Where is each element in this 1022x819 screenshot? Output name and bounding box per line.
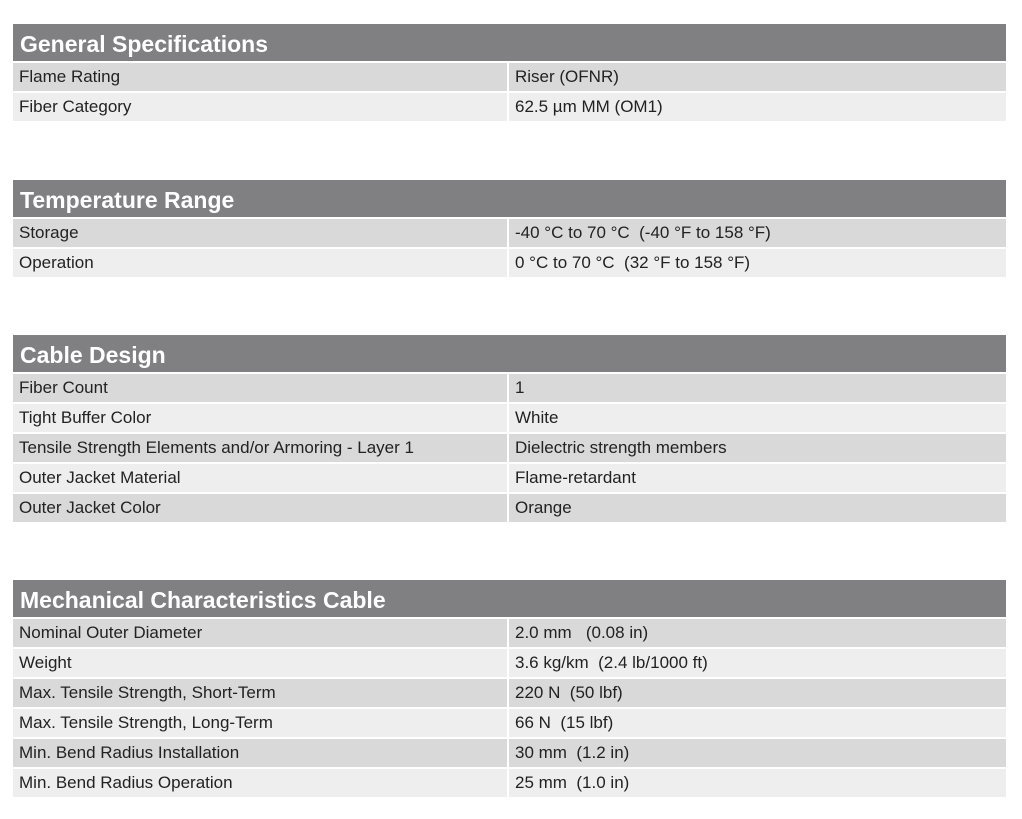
spec-row xyxy=(13,374,1006,404)
spec-value: Flame-retardant xyxy=(515,468,636,487)
spec-row xyxy=(13,404,1006,434)
spec-value: 2.0 mm (0.08 in) xyxy=(515,623,649,642)
spec-row xyxy=(13,249,1006,279)
section-title: Cable Design xyxy=(13,335,1006,374)
spec-value: 1 xyxy=(515,378,525,397)
spec-value: -40 °C to 70 °C (-40 °F to 158 °F) xyxy=(515,223,771,242)
spec-label: Fiber Count xyxy=(13,374,509,402)
spec-row xyxy=(13,464,1006,494)
spec-value: 30 mm (1.2 in) xyxy=(515,743,630,762)
section-temperature-range xyxy=(13,180,1006,279)
spec-label: Nominal Outer Diameter xyxy=(13,619,509,647)
spec-value: Riser (OFNR) xyxy=(515,67,619,86)
spec-row xyxy=(13,709,1006,739)
spec-row xyxy=(13,739,1006,769)
spec-row xyxy=(13,679,1006,709)
spec-value: 3.6 kg/km (2.4 lb/1000 ft) xyxy=(515,653,708,672)
spec-row xyxy=(13,63,1006,93)
spec-label: Outer Jacket Material xyxy=(13,464,509,492)
section-title: Temperature Range xyxy=(13,180,1006,219)
spec-label: Fiber Category xyxy=(13,93,509,121)
spec-value: Orange xyxy=(515,498,572,517)
section-mechanical-characteristics-cable xyxy=(13,580,1006,799)
spec-row xyxy=(13,93,1006,123)
spec-value: 66 N (15 lbf) xyxy=(515,713,614,732)
section-title: Mechanical Characteristics Cable xyxy=(13,580,1006,619)
spec-label: Storage xyxy=(13,219,509,247)
spec-label: Weight xyxy=(13,649,509,677)
section-general-specifications xyxy=(13,24,1006,123)
spec-label: Tensile Strength Elements and/or Armoring - Layer 1 xyxy=(13,434,509,462)
section-title: General Specifications xyxy=(13,24,1006,63)
spec-label: Max. Tensile Strength, Long-Term xyxy=(13,709,509,737)
spec-value: Dielectric strength members xyxy=(515,438,727,457)
spec-row xyxy=(13,649,1006,679)
section-cable-design xyxy=(13,335,1006,524)
spec-value: 25 mm (1.0 in) xyxy=(515,773,630,792)
spec-row xyxy=(13,619,1006,649)
spec-value: White xyxy=(515,408,559,427)
spec-label: Tight Buffer Color xyxy=(13,404,509,432)
spec-label: Max. Tensile Strength, Short-Term xyxy=(13,679,509,707)
spec-label: Flame Rating xyxy=(13,63,509,91)
spec-label: Operation xyxy=(13,249,509,277)
spec-label: Min. Bend Radius Installation xyxy=(13,739,509,767)
spec-row xyxy=(13,769,1006,799)
spec-row xyxy=(13,219,1006,249)
spec-label: Min. Bend Radius Operation xyxy=(13,769,509,797)
spec-label: Outer Jacket Color xyxy=(13,494,509,522)
spec-value: 0 °C to 70 °C (32 °F to 158 °F) xyxy=(515,253,751,272)
spec-row xyxy=(13,434,1006,464)
spec-value: 62.5 µm MM (OM1) xyxy=(515,97,663,116)
spec-row xyxy=(13,494,1006,524)
spec-value: 220 N (50 lbf) xyxy=(515,683,623,702)
